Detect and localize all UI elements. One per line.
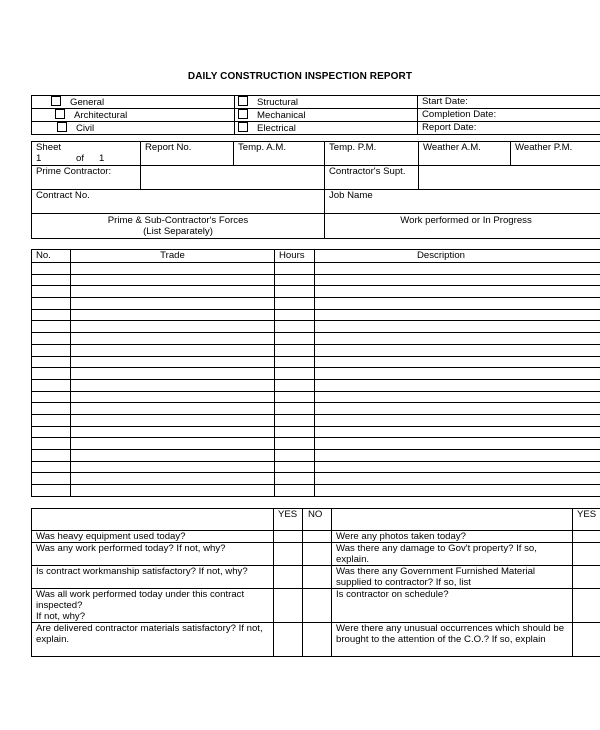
prime-contractor-value[interactable]: [141, 166, 325, 190]
table-row: [32, 344, 600, 356]
table-cell[interactable]: [71, 438, 275, 450]
table-cell[interactable]: [71, 391, 275, 403]
table-cell[interactable]: [32, 263, 71, 275]
table-cell[interactable]: [275, 414, 315, 426]
table-cell[interactable]: [315, 461, 600, 473]
col-header-hours: Hours: [275, 250, 315, 263]
sheet-count: [36, 153, 140, 164]
table-cell[interactable]: [32, 450, 71, 462]
col-header-description: Description: [315, 250, 600, 263]
questions-table-body: [32, 531, 600, 657]
forces-table-body: [32, 263, 600, 497]
table-cell[interactable]: [32, 461, 71, 473]
table-cell[interactable]: [71, 321, 275, 333]
table-cell[interactable]: [32, 309, 71, 321]
weather-am-field[interactable]: Weather A.M.: [419, 142, 511, 166]
table-cell[interactable]: [32, 473, 71, 485]
table-cell[interactable]: [71, 344, 275, 356]
table-row: [32, 426, 600, 438]
table-cell[interactable]: [315, 356, 600, 368]
yes-header-right: YES: [573, 509, 600, 531]
question-row: [32, 623, 600, 657]
question-left: Was all work performed today under this contract inspected? If not, why?: [32, 589, 274, 623]
question-right: Were any photos taken today?: [332, 531, 573, 543]
table-cell[interactable]: [275, 461, 315, 473]
table-cell[interactable]: [71, 473, 275, 485]
questions-header-left: [32, 509, 274, 531]
table-cell[interactable]: [71, 298, 275, 310]
col-header-trade: Trade: [71, 250, 275, 263]
contractor-supt-field[interactable]: Contractor's Supt.: [325, 166, 419, 190]
table-cell[interactable]: [275, 274, 315, 286]
job-name-field[interactable]: Job Name: [325, 190, 600, 214]
table-cell[interactable]: [275, 450, 315, 462]
table-row: [32, 379, 600, 391]
table-cell[interactable]: [315, 298, 600, 310]
table-cell[interactable]: [315, 473, 600, 485]
table-cell[interactable]: [71, 333, 275, 345]
table-cell[interactable]: [32, 368, 71, 380]
table-row: [32, 286, 600, 298]
info-table: [31, 141, 600, 239]
checkbox-structural[interactable]: [238, 96, 248, 106]
category-civil: Civil: [32, 122, 235, 135]
no-answer-left[interactable]: [303, 623, 332, 657]
table-row: [32, 356, 600, 368]
table-cell[interactable]: [275, 403, 315, 415]
table-cell[interactable]: [71, 461, 275, 473]
table-cell[interactable]: [315, 450, 600, 462]
table-row: [32, 309, 600, 321]
category-structural: Structural: [235, 96, 418, 109]
no-answer-left[interactable]: [303, 589, 332, 623]
table-cell[interactable]: [32, 274, 71, 286]
table-cell[interactable]: [32, 414, 71, 426]
yes-header-left: YES: [274, 509, 303, 531]
question-left: Is contract workmanship satisfactory? If not, why?: [32, 566, 274, 589]
table-cell[interactable]: [275, 379, 315, 391]
table-row: [32, 391, 600, 403]
table-cell[interactable]: [71, 286, 275, 298]
table-cell[interactable]: [71, 263, 275, 275]
table-row: [32, 485, 600, 497]
question-row: [32, 543, 600, 566]
table-cell[interactable]: [315, 426, 600, 438]
table-cell[interactable]: [275, 485, 315, 497]
table-cell[interactable]: [315, 344, 600, 356]
no-answer-left[interactable]: [303, 531, 332, 543]
question-right: Is contractor on schedule?: [332, 589, 573, 623]
table-cell[interactable]: [32, 391, 71, 403]
col-header-no: No.: [32, 250, 71, 263]
yes-answer-left[interactable]: [274, 543, 303, 566]
questions-header-right: [332, 509, 573, 531]
table-cell[interactable]: [315, 309, 600, 321]
table-cell[interactable]: [315, 414, 600, 426]
question-left: Are delivered contractor materials satisfactory? If not, explain.: [32, 623, 274, 657]
table-cell[interactable]: [315, 368, 600, 380]
checkbox-electrical[interactable]: [238, 122, 248, 132]
table-cell[interactable]: [315, 274, 600, 286]
weather-pm-field[interactable]: Weather P.M.: [511, 142, 600, 166]
sheet-total: 1: [99, 153, 105, 164]
sheet-field[interactable]: [32, 142, 141, 166]
yes-answer-left[interactable]: [274, 589, 303, 623]
table-row: [32, 263, 600, 275]
table-row: [32, 333, 600, 345]
table-cell[interactable]: [315, 379, 600, 391]
table-cell[interactable]: [275, 286, 315, 298]
table-cell[interactable]: [315, 286, 600, 298]
table-cell[interactable]: [315, 333, 600, 345]
yes-answer-right[interactable]: [573, 543, 600, 566]
table-cell[interactable]: [32, 438, 71, 450]
table-cell[interactable]: [32, 356, 71, 368]
table-cell[interactable]: [275, 391, 315, 403]
table-row: [32, 438, 600, 450]
table-cell[interactable]: [32, 344, 71, 356]
forces-table: [31, 249, 600, 497]
table-cell[interactable]: [71, 309, 275, 321]
questions-table: [31, 508, 600, 657]
category-table: [31, 95, 600, 135]
contractor-supt-value[interactable]: [419, 166, 600, 190]
sheet-label: Sheet: [36, 142, 62, 153]
table-cell[interactable]: [275, 263, 315, 275]
table-cell[interactable]: [32, 403, 71, 415]
table-cell[interactable]: [71, 414, 275, 426]
table-cell[interactable]: [275, 426, 315, 438]
category-architectural: Architectural: [32, 109, 235, 122]
question-row: [32, 531, 600, 543]
table-cell[interactable]: [71, 485, 275, 497]
table-cell[interactable]: [32, 426, 71, 438]
question-right: Was there any Government Furnished Material supplied to contractor? If so, list: [332, 566, 573, 589]
table-row: [32, 461, 600, 473]
yes-answer-left[interactable]: [274, 531, 303, 543]
sheet-number: 1: [36, 153, 42, 164]
table-row: [32, 321, 600, 333]
table-cell[interactable]: [32, 485, 71, 497]
table-cell[interactable]: [32, 286, 71, 298]
table-row: [32, 368, 600, 380]
table-cell[interactable]: [315, 263, 600, 275]
table-cell[interactable]: [275, 344, 315, 356]
category-general: General: [32, 96, 235, 109]
table-cell[interactable]: [275, 298, 315, 310]
table-cell[interactable]: [315, 321, 600, 333]
yes-answer-right[interactable]: [573, 566, 600, 589]
table-row: [32, 473, 600, 485]
category-mechanical: Mechanical: [235, 109, 418, 122]
table-cell[interactable]: [315, 403, 600, 415]
category-electrical: Electrical: [235, 122, 418, 135]
table-cell[interactable]: [71, 450, 275, 462]
sheet-of: of: [76, 153, 85, 164]
table-cell[interactable]: [315, 438, 600, 450]
contract-no-field[interactable]: Contract No.: [32, 190, 325, 214]
table-row: [32, 274, 600, 286]
table-cell[interactable]: [71, 403, 275, 415]
checkbox-general[interactable]: [51, 96, 61, 106]
report-no-field[interactable]: Report No.: [141, 142, 234, 166]
table-cell[interactable]: [71, 356, 275, 368]
page-title: DAILY CONSTRUCTION INSPECTION REPORT: [187, 71, 413, 82]
table-cell[interactable]: [71, 368, 275, 380]
forces-heading: Prime & Sub-Contractor's Forces (List Separately): [32, 214, 325, 239]
table-cell[interactable]: [71, 379, 275, 391]
yes-answer-right[interactable]: [573, 589, 600, 623]
question-right: Was there any damage to Gov't property? If so, explain.: [332, 543, 573, 566]
question-right: Were there any unusual occurrences which should be brought to the attention of the C.O.? If so, explain: [332, 623, 573, 657]
yes-answer-left[interactable]: [274, 566, 303, 589]
yes-answer-left[interactable]: [274, 623, 303, 657]
report-date[interactable]: Report Date:: [418, 122, 600, 135]
table-row: [32, 298, 600, 310]
table-row: [32, 414, 600, 426]
no-answer-left[interactable]: [303, 566, 332, 589]
table-cell[interactable]: [275, 368, 315, 380]
completion-date[interactable]: Completion Date:: [418, 109, 600, 122]
table-cell[interactable]: [32, 321, 71, 333]
table-cell[interactable]: [32, 298, 71, 310]
question-row: [32, 589, 600, 623]
table-cell[interactable]: [315, 485, 600, 497]
checkbox-architectural[interactable]: [55, 109, 65, 119]
prime-contractor-field[interactable]: Prime Contractor:: [32, 166, 141, 190]
table-cell[interactable]: [71, 274, 275, 286]
start-date[interactable]: Start Date:: [418, 96, 600, 109]
checkbox-civil[interactable]: [57, 122, 67, 132]
question-row: [32, 566, 600, 589]
table-cell[interactable]: [275, 356, 315, 368]
no-header-left: NO: [303, 509, 332, 531]
table-cell[interactable]: [275, 438, 315, 450]
question-left: Was heavy equipment used today?: [32, 531, 274, 543]
table-cell[interactable]: [275, 309, 315, 321]
table-cell[interactable]: [275, 333, 315, 345]
yes-answer-right[interactable]: [573, 623, 600, 657]
table-cell[interactable]: [71, 426, 275, 438]
table-row: [32, 403, 600, 415]
table-cell[interactable]: [32, 333, 71, 345]
table-cell[interactable]: [275, 473, 315, 485]
table-cell[interactable]: [32, 379, 71, 391]
question-left: Was any work performed today? If not, why?: [32, 543, 274, 566]
temp-am-field[interactable]: Temp. A.M.: [234, 142, 325, 166]
no-answer-left[interactable]: [303, 543, 332, 566]
table-row: [32, 450, 600, 462]
work-heading: Work performed or In Progress: [325, 214, 600, 239]
checkbox-mechanical[interactable]: [238, 109, 248, 119]
temp-pm-field[interactable]: Temp. P.M.: [325, 142, 419, 166]
table-cell[interactable]: [275, 321, 315, 333]
table-cell[interactable]: [315, 391, 600, 403]
yes-answer-right[interactable]: [573, 531, 600, 543]
